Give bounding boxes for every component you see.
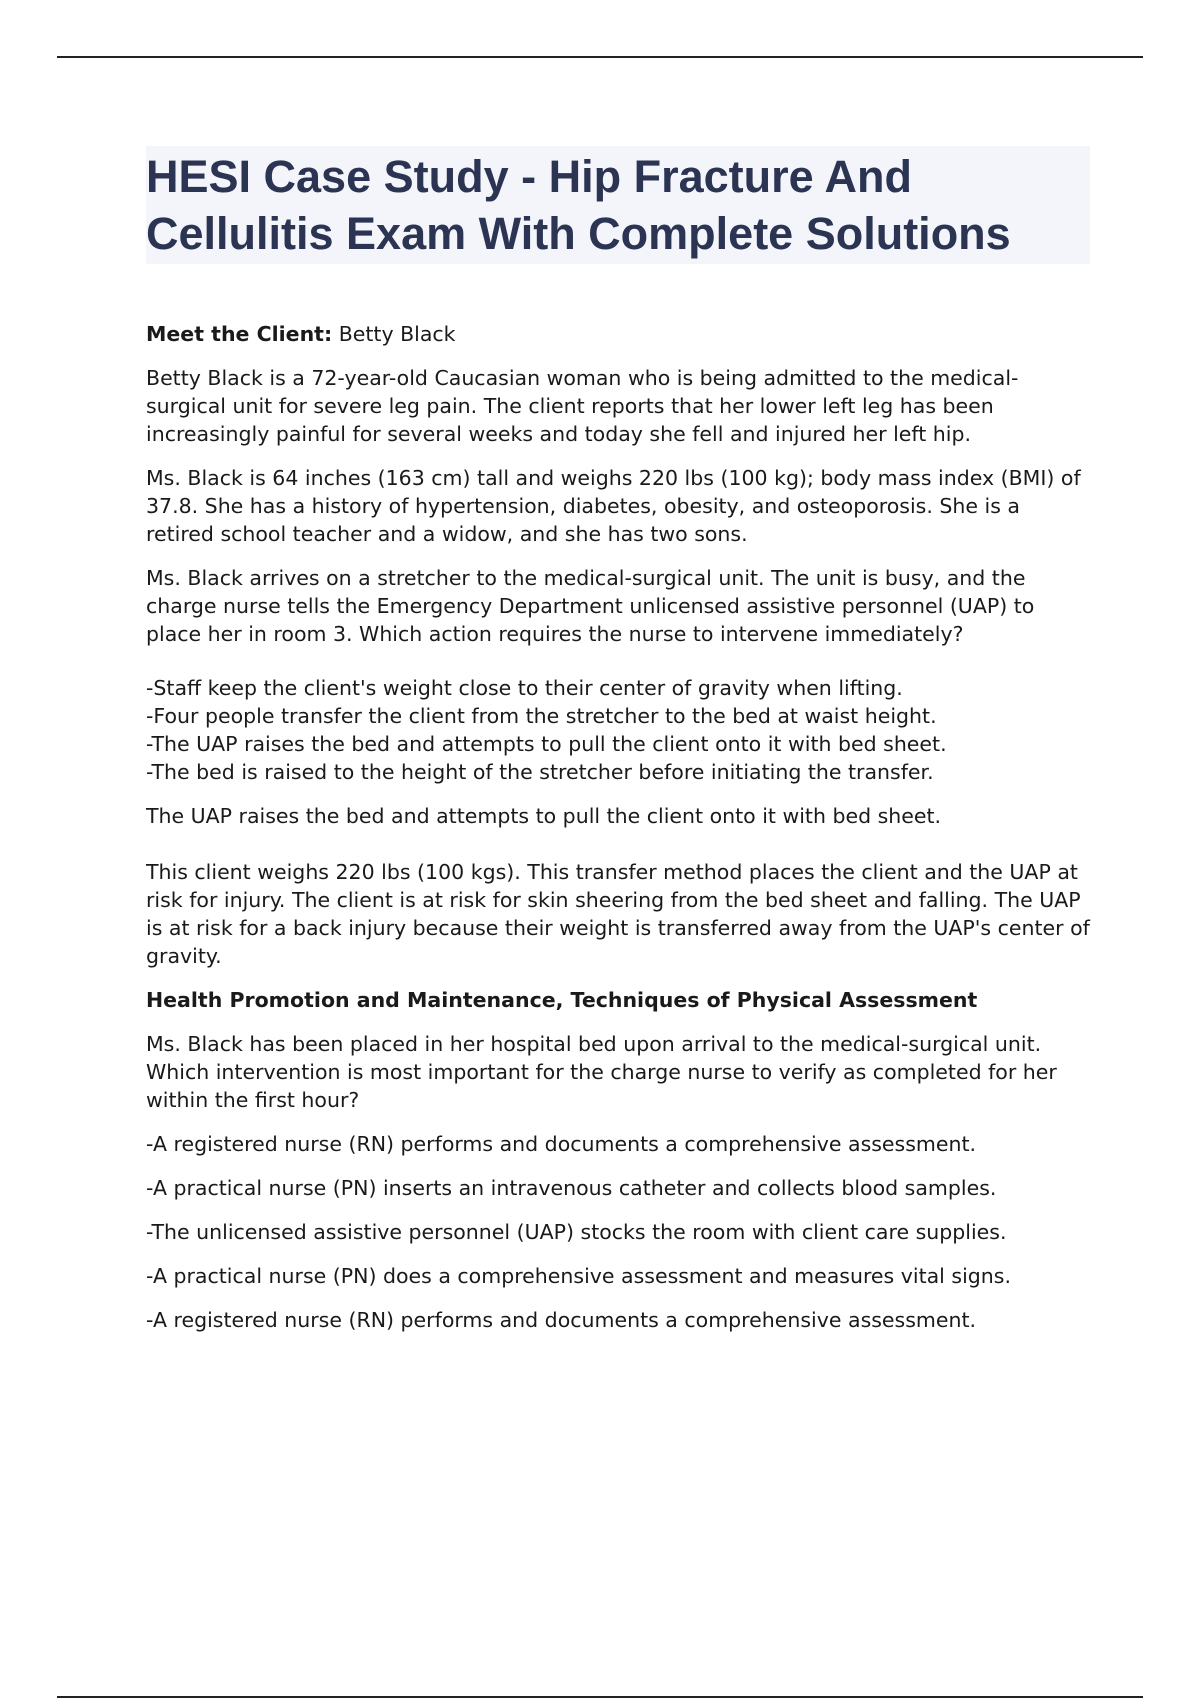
answer: The UAP raises the bed and attempts to pull the client onto it with bed sheet. [146,804,942,828]
document-body [146,146,1090,1350]
paragraph: Ms. Black is 64 inches (163 cm) tall and weighs 220 lbs (100 kg); body mass index (BMI) of 37.8. She has a history of hypertension, diabetes, obesity, and osteoporosis. She is a retired school teacher and a widow, and she has two sons. [146,466,1081,546]
question-2-choices [146,1130,1090,1334]
paragraph: Ms. Black arrives on a stretcher to the medical-surgical unit. The unit is busy, and the charge nurse tells the Emergency Department unlicensed assistive personnel (UAP) to place her in room 3. Which action requires the nurse to intervene immediately? [146,566,1035,646]
section-heading: Health Promotion and Maintenance, Techniques of Physical Assessment [146,988,978,1012]
option-item: -Four people transfer the client from the stretcher to the bed at waist height. [146,704,937,728]
question-1-options [146,674,1090,786]
option-item: -Staff keep the client's weight close to their center of gravity when lifting. [146,676,903,700]
option-item: -The bed is raised to the height of the stretcher before initiating the transfer. [146,760,934,784]
client-name: Betty Black [332,322,456,346]
footer-rule [57,1696,1143,1698]
choice-item: -A practical nurse (PN) does a comprehensive assessment and measures vital signs. [146,1264,1011,1288]
paragraph: Betty Black is a 72-year-old Caucasian woman who is being admitted to the medical-surgical unit for severe leg pain. The client reports that her lower left leg has been increasingly painful for several weeks and today she fell and injured her left hip. [146,366,1019,446]
question-2: Ms. Black has been placed in her hospital bed upon arrival to the medical-surgical unit. Which intervention is most important for the charge nurse to verify as completed for her within the first hour? [146,1032,1057,1112]
document-title: HESI Case Study - Hip Fracture And Cellulitis Exam With Complete Solutions [146,151,1011,259]
meet-the-client [146,320,1090,348]
rationale: This client weighs 220 lbs (100 kgs). This transfer method places the client and the UAP at risk for injury. The client is at risk for skin sheering from the bed sheet and falling. The UAP is at risk for a back injury because their weight is transferred away from the UAP's center of gravity. [146,860,1090,968]
choice-item: -A registered nurse (RN) performs and documents a comprehensive assessment. [146,1132,977,1156]
choice-item: -A registered nurse (RN) performs and documents a comprehensive assessment. [146,1308,977,1332]
option-item: -The UAP raises the bed and attempts to pull the client onto it with bed sheet. [146,732,947,756]
choice-item: -A practical nurse (PN) inserts an intravenous catheter and collects blood samples. [146,1176,997,1200]
meet-label: Meet the Client: [146,322,333,346]
choice-item: -The unlicensed assistive personnel (UAP) stocks the room with client care supplies. [146,1220,1007,1244]
header-rule [57,56,1143,58]
title-banner [146,146,1090,264]
